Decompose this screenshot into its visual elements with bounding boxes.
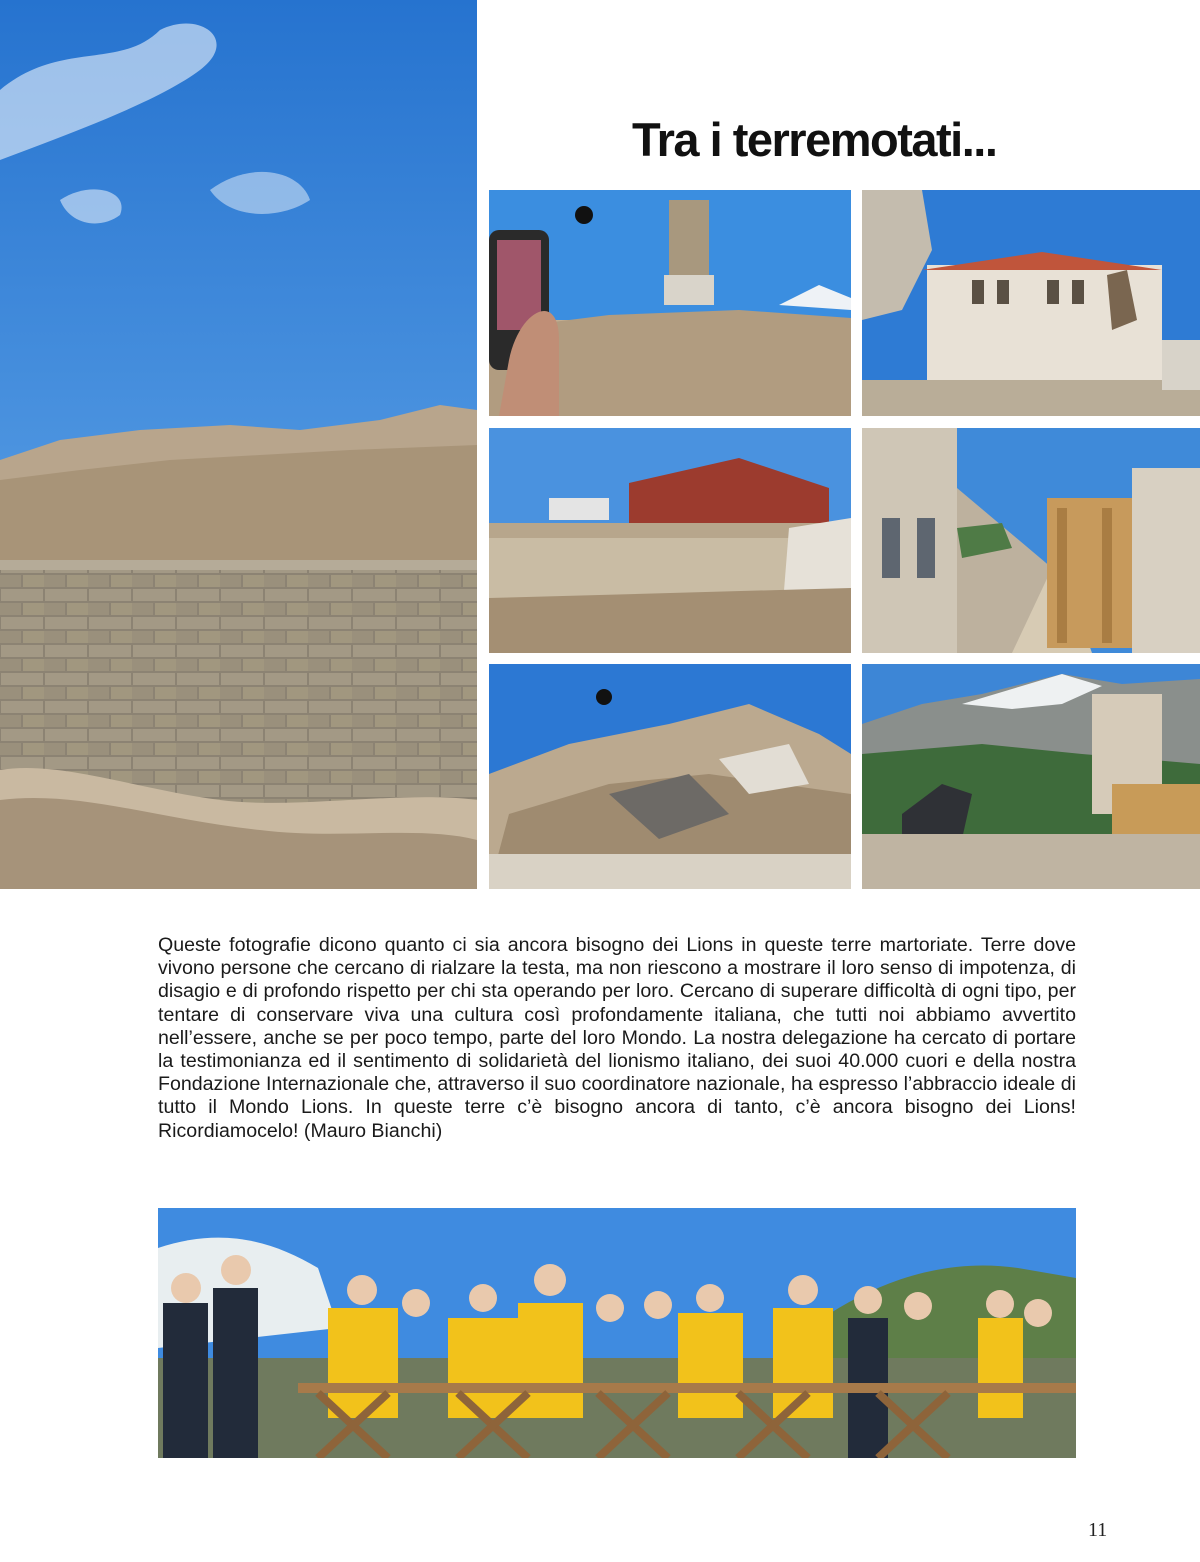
- photo-lions-group: [158, 1208, 1076, 1458]
- photo-bell-tower-rubble: [489, 190, 851, 416]
- page-number: 11: [1088, 1519, 1108, 1541]
- photo-street-scaffolding: [862, 428, 1200, 653]
- hero-photo-rubble-wall: [0, 0, 477, 889]
- photo-damaged-church: [862, 190, 1200, 416]
- photo-rubble-heap: [489, 664, 851, 889]
- page-title: Tra i terremotati...: [632, 113, 997, 166]
- article-body: Queste fotografie dicono quanto ci sia ancora bisogno dei Lions in queste terre martoriate. Terre dove vivono persone che cercano di rialzare la testa, ma non riescono a mostrare il loro senso di impotenza, di disagio e di profondo rispetto per chi sta operando per loro. Cercano di superare difficoltà di ogni tipo, per tentare di conservare viva una cultura così profondamente italiana, che tutti noi abbiamo avvertito nell’essere, anche se per poco tempo, parte del loro Mondo. La nostra delegazione ha cercato di portare la testimonianza ed il sentimento di solidarietà del lionismo italiano, dei suoi 40.000 cuori e della nostra Fondazione Internazionale che, attraverso il suo coordinatore nazionale, ha espresso l’abbraccio ideale di tutto il Mondo Lions. In queste terre c’è bisogno ancora di tanto, c’è ancora bisogno dei Lions! Ricordiamocelo! (Mauro Bianchi): [158, 934, 1076, 1142]
- photo-mountains-excavator: [862, 664, 1200, 889]
- photo-collapsed-building: [489, 428, 851, 653]
